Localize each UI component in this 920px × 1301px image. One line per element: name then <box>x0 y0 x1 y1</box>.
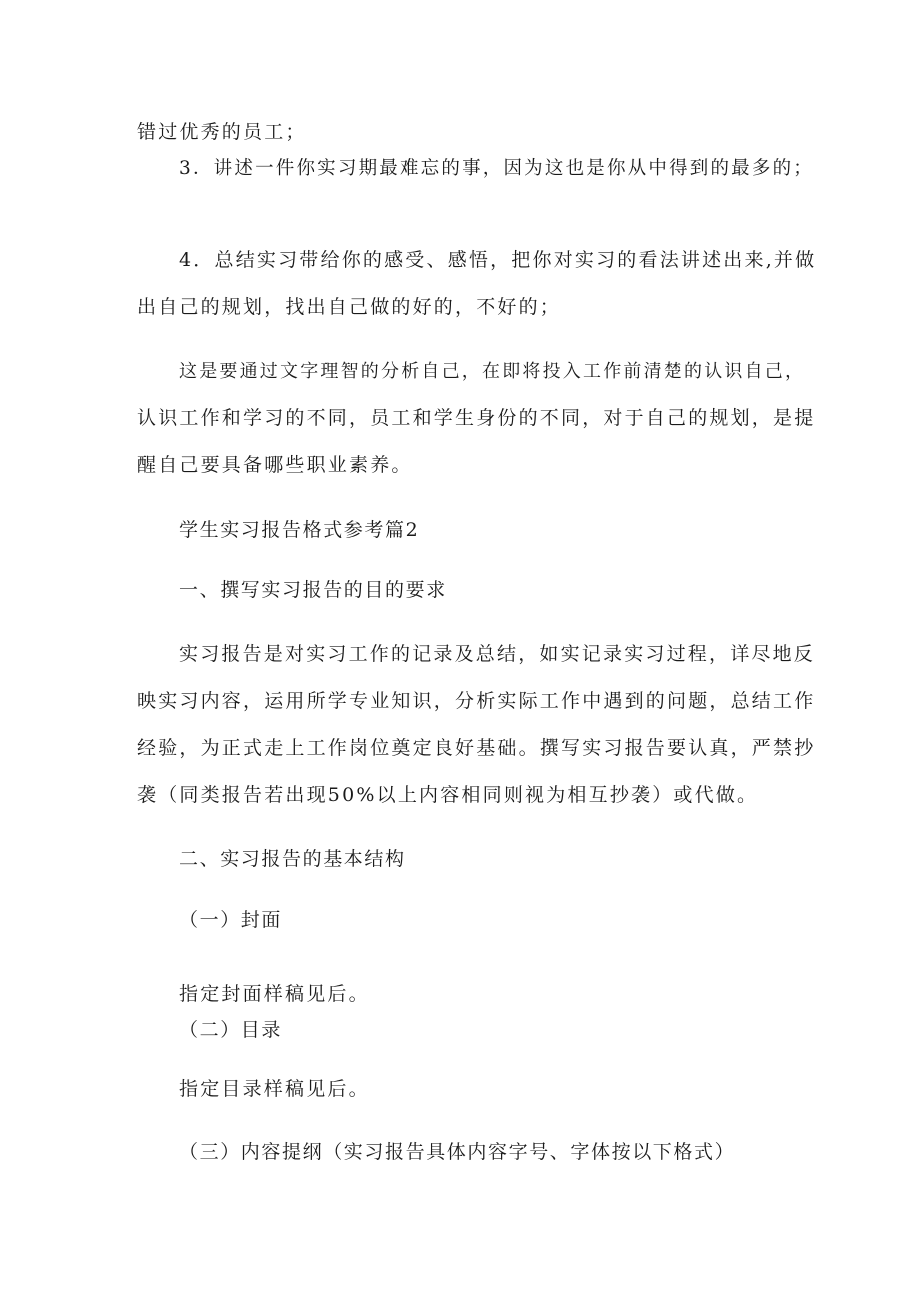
section-heading-2: 二、实习报告的基本结构 <box>179 848 406 870</box>
subsection-outline: （三）内容提纲（实习报告具体内容字号、字体按以下格式） <box>179 1141 736 1163</box>
section-title: 学生实习报告格式参考篇2 <box>179 519 420 541</box>
paragraph-line: 实习报告是对实习工作的记录及总结，如实记录实习过程，详尽地反 <box>179 643 816 665</box>
subsection-toc: （二）目录 <box>179 1019 283 1041</box>
paragraph-line: 袭（同类报告若出现50%以上内容相同则视为相互抄袭）或代做。 <box>137 784 759 806</box>
paragraph-line: 出自己的规划，找出自己做的好的，不好的； <box>137 296 562 318</box>
paragraph-line: 映实习内容，运用所学专业知识，分析实际工作中遇到的问题，总结工作 <box>137 690 816 712</box>
section-heading-1: 一、撰写实习报告的目的要求 <box>179 579 447 601</box>
list-item-3: 3．讲述一件你实习期最难忘的事，因为这也是你从中得到的最多的； <box>179 158 814 179</box>
paragraph-line: 指定目录样稿见后。 <box>179 1078 370 1100</box>
paragraph-line: 这是要通过文字理智的分析自己，在即将投入工作前清楚的认识自己， <box>179 361 806 382</box>
list-item-4: 4．总结实习带给你的感受、感悟，把你对实习的看法讲述出来,并做 <box>179 249 817 271</box>
paragraph-line: 指定封面样稿见后。 <box>179 983 370 1005</box>
paragraph-line: 醒自己要具备哪些职业素养。 <box>137 454 413 476</box>
subsection-cover: （一）封面 <box>179 909 283 931</box>
paragraph-line: 认识工作和学习的不同，员工和学生身份的不同，对于自己的规划，是提 <box>137 407 816 429</box>
paragraph-line: 经验，为正式走上工作岗位奠定良好基础。撰写实习报告要认真，严禁抄 <box>137 737 816 759</box>
paragraph-line: 错过优秀的员工； <box>137 121 307 143</box>
